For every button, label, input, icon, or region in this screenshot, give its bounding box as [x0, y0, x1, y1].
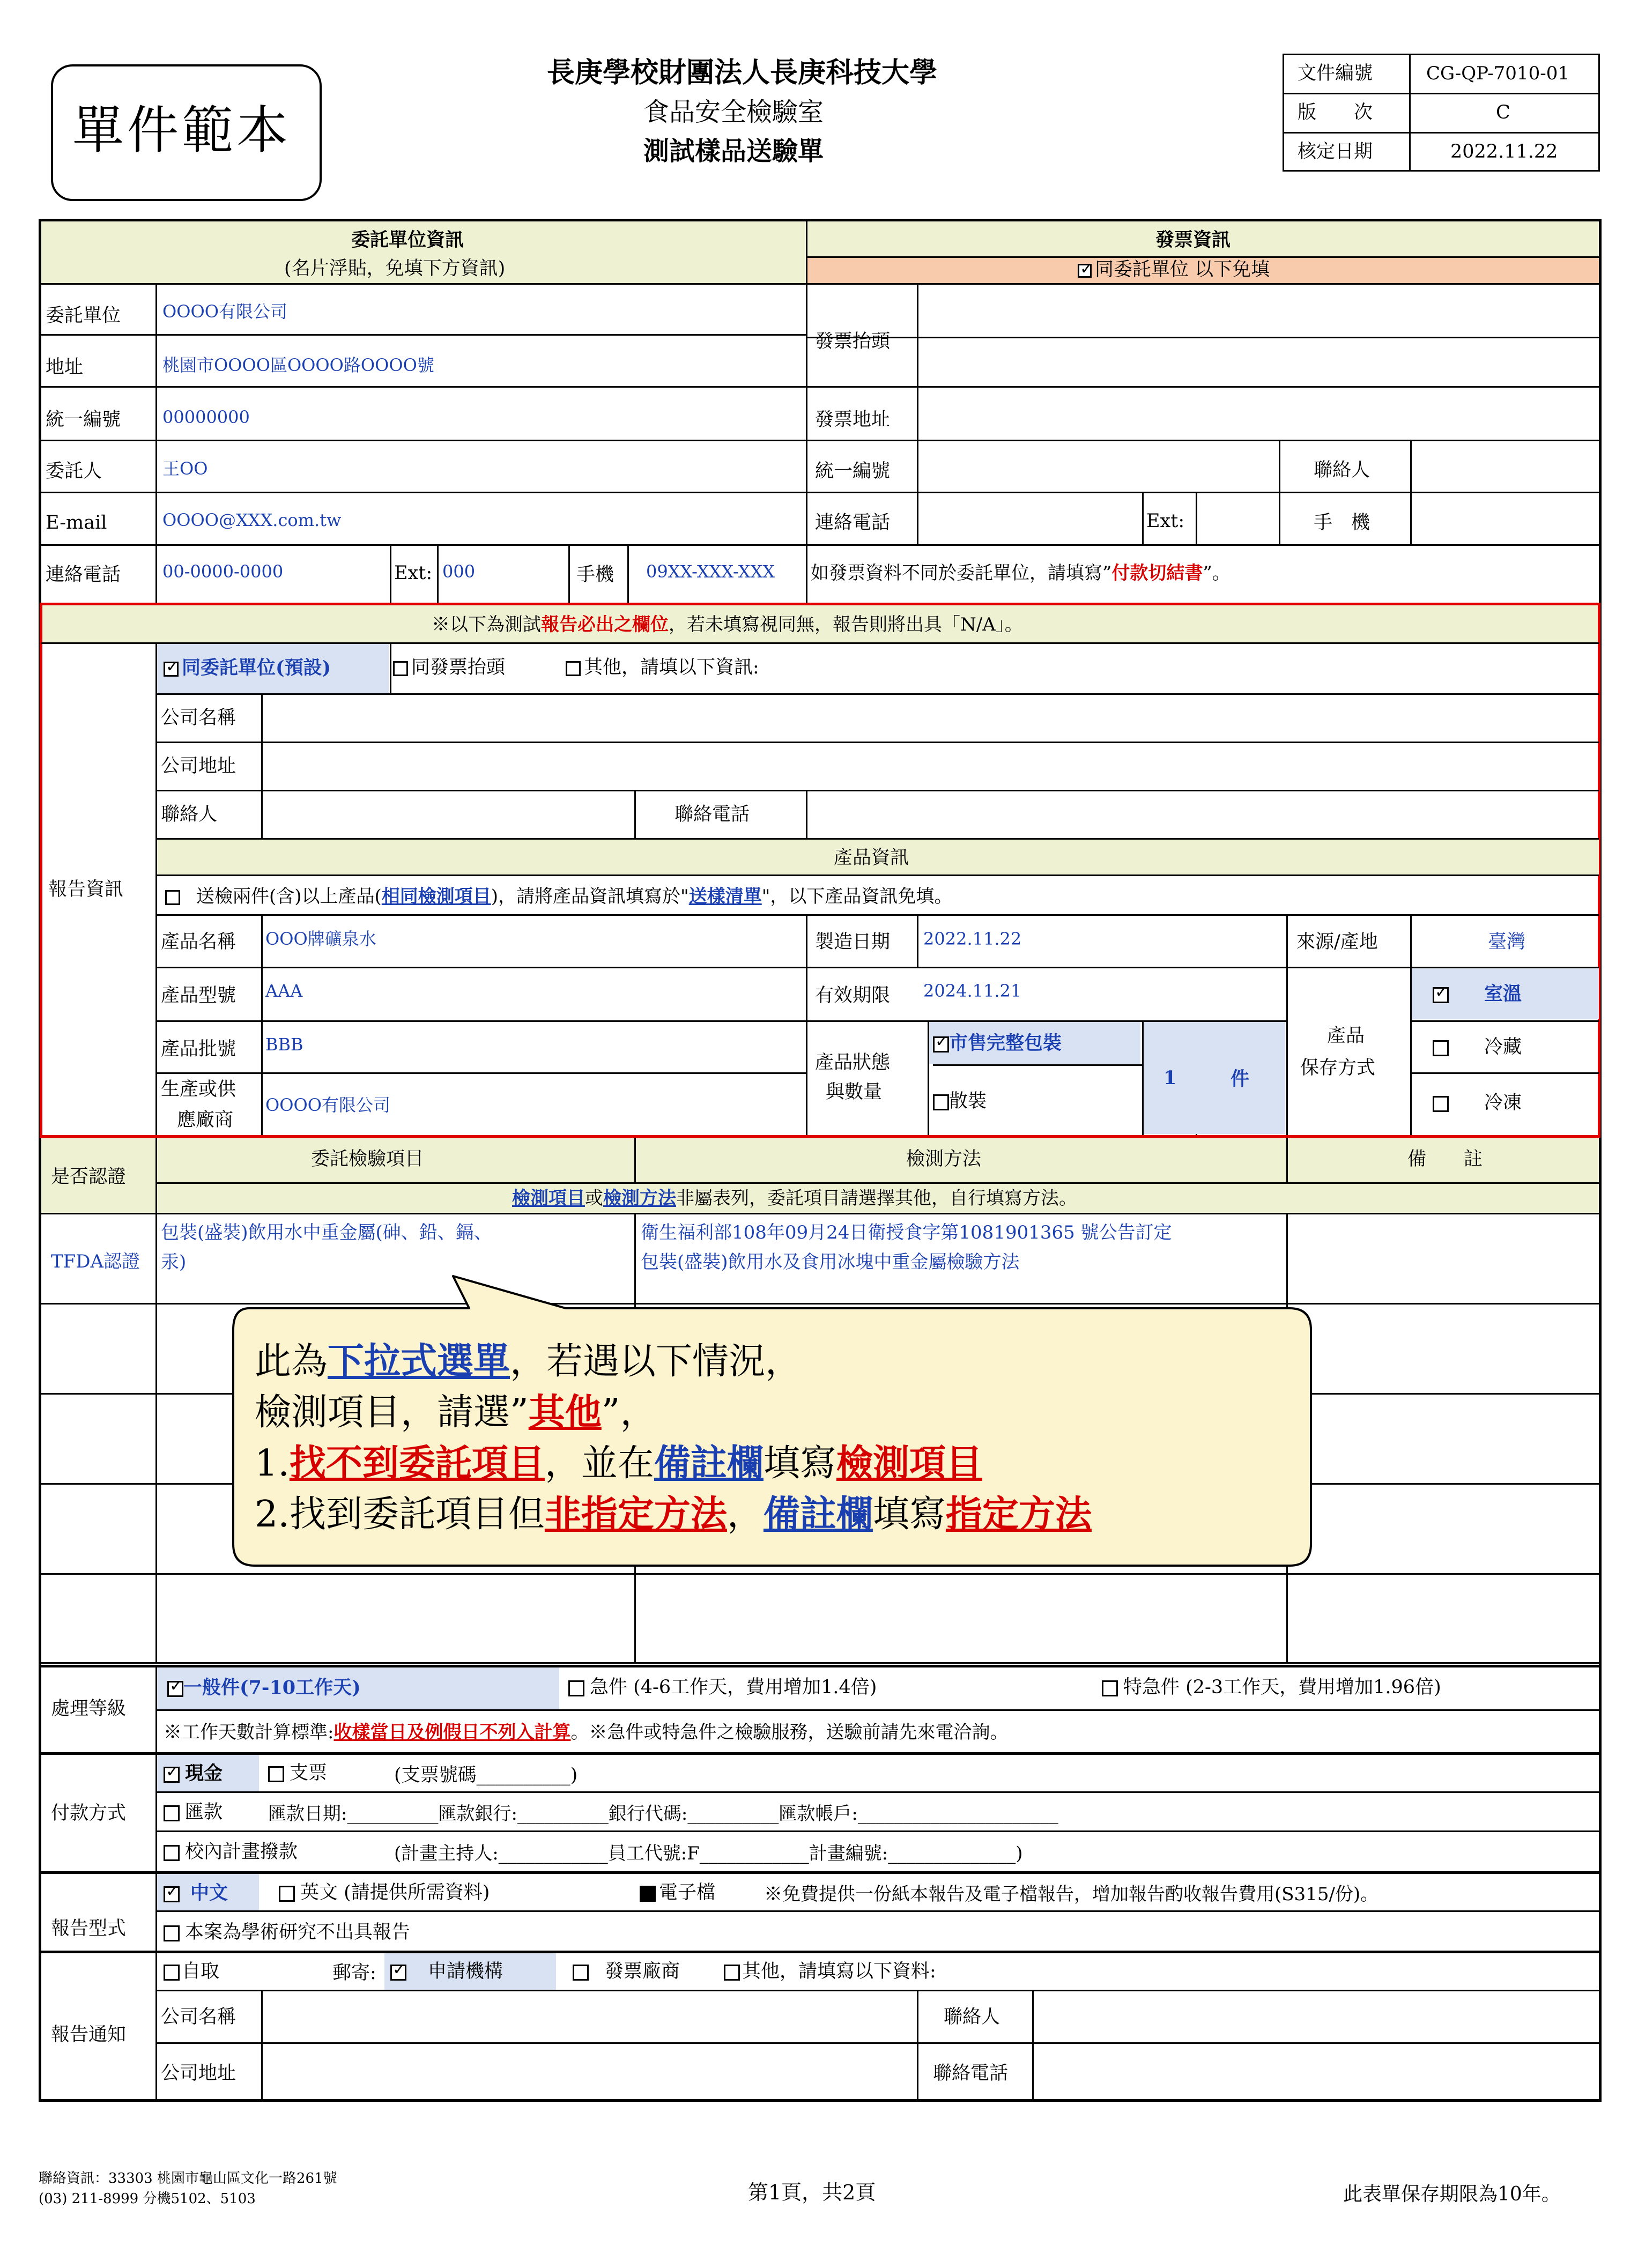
state-bulk-option[interactable]: 散裝 [933, 1092, 987, 1111]
report-same-option[interactable]: ✓同委託單位(預設) [164, 658, 331, 678]
priority-normal-option[interactable]: ✓一般件(7-10工作天) [167, 1678, 361, 1698]
lab-name: 食品安全檢驗室 [643, 97, 824, 127]
multi-product-option[interactable]: 送檢兩件(含)以上產品(相同檢測項目)，請將產品資訊填寫於"送樣清單"，以下產品資訊免填。 [165, 887, 952, 906]
notify-address-field[interactable] [264, 2044, 915, 2100]
approve-date-label: 核定日期 [1298, 141, 1373, 162]
notify-contact-field[interactable] [1035, 1991, 1598, 2041]
maker-label-line1: 生產或供 [161, 1079, 236, 1100]
stamp-text: 單件範本 [72, 100, 291, 160]
payment-transfer-option[interactable]: 匯款 [164, 1803, 223, 1822]
notify-self-option[interactable]: 自取 [164, 1962, 219, 1981]
priority-special-option[interactable]: 特急件 (2-3工作天，費用增加1.96倍) [1102, 1678, 1441, 1697]
client-section-subtitle: (名片浮貼，免填下方資訊) [284, 258, 506, 279]
client-mobile-field[interactable]: 09XX-XXX-XXX [646, 561, 775, 582]
invoice-taxid-label: 統一編號 [815, 461, 891, 482]
version-label: 版 次 [1298, 102, 1373, 123]
product-section-title: 產品資訊 [834, 847, 909, 869]
notify-contact-label: 聯絡人 [944, 2006, 1000, 2028]
row1-item-line1[interactable]: 包裝(盛裝)飲用水中重金屬(砷、鉛、鎘、 [161, 1222, 492, 1243]
notify-address-label: 公司地址 [161, 2063, 236, 2084]
item-col-header: 委託檢驗項目 [311, 1148, 424, 1170]
maker-label-line2: 應廠商 [177, 1109, 234, 1131]
test-hint: 檢測項目或檢測方法非屬表列，委託項目請選擇其他，自行填寫方法。 [512, 1188, 1077, 1209]
storage-frozen-option[interactable]: 冷凍 [1433, 1094, 1522, 1113]
mfg-date-label: 製造日期 [815, 931, 891, 953]
state-label-line1: 產品狀態 [815, 1052, 891, 1073]
report-type-label: 報告型式 [51, 1918, 127, 1939]
campus-details[interactable]: (計畫主持人:____________員工代號:F____________計畫編號:______________) [394, 1843, 1023, 1864]
client-taxid-field[interactable]: 00000000 [162, 407, 250, 427]
invoice-contact-field[interactable] [1413, 441, 1598, 491]
client-ext-label: Ext: [394, 562, 433, 584]
callout-line4: 2.找到委託項目但非指定方法，備註欄填寫指定方法 [255, 1493, 1092, 1536]
report-type-note: ※免費提供一份紙本報告及電子檔報告，增加報告酌收報告費用(S315/份)。 [764, 1884, 1379, 1905]
invoice-note: 如發票資料不同於委託單位，請填寫”付款切結書”。 [811, 562, 1231, 584]
report-address-field[interactable] [264, 743, 1598, 789]
report-contact-phone-label: 聯絡電話 [675, 804, 750, 825]
page-number: 第1頁，共2頁 [748, 2181, 876, 2204]
batch-label: 產品批號 [161, 1039, 236, 1060]
report-contact-phone-field[interactable] [809, 791, 1598, 837]
state-retail-option[interactable]: ✓市售完整包裝 [933, 1034, 1062, 1053]
invoice-taxid-field[interactable] [920, 441, 1278, 491]
client-unit-field[interactable]: OOOO有限公司 [162, 301, 287, 322]
report-info-label: 報告資訊 [48, 879, 124, 900]
maker-field[interactable]: OOOO有限公司 [265, 1095, 390, 1115]
callout-line3: 1.找不到委託項目，並在備註欄填寫檢測項目 [255, 1442, 982, 1485]
client-email-label: E-mail [46, 512, 107, 533]
product-model-label: 產品型號 [161, 985, 236, 1006]
batch-field[interactable]: BBB [265, 1034, 303, 1055]
client-unit-label: 委託單位 [46, 305, 121, 327]
storage-fridge-option[interactable]: 冷藏 [1433, 1038, 1522, 1057]
notify-phone-label: 聯絡電話 [933, 2063, 1009, 2084]
quantity-unit: 件 [1231, 1068, 1250, 1090]
client-email-field[interactable]: OOOO@XXX.com.tw [162, 510, 342, 530]
report-contact-label: 聯絡人 [161, 804, 218, 825]
remark-col-header: 備 註 [1407, 1148, 1483, 1170]
report-contact-field[interactable] [264, 791, 633, 837]
client-phone-field[interactable]: 00-0000-0000 [162, 561, 284, 582]
invoice-same-option[interactable]: ✓同委託單位 以下免填 [1078, 261, 1270, 279]
client-address-field[interactable]: 桃園市OOOO區OOOO路OOOO號 [162, 355, 434, 375]
client-mobile-label: 手機 [576, 564, 614, 585]
product-name-label: 產品名稱 [161, 931, 236, 953]
doc-no-label: 文件編號 [1298, 63, 1373, 84]
invoice-title-field[interactable] [920, 285, 1598, 386]
invoice-mobile-field[interactable] [1413, 493, 1598, 543]
approve-date: 2022.11.22 [1450, 141, 1558, 162]
priority-label: 處理等級 [51, 1698, 127, 1719]
state-label-line2: 與數量 [826, 1081, 883, 1103]
report-company-label: 公司名稱 [161, 707, 236, 729]
client-taxid-label: 統一編號 [46, 409, 121, 431]
cert-col-header: 是否認證 [51, 1166, 127, 1188]
invoice-title-label: 發票抬頭 [815, 331, 891, 352]
notify-company-label: 公司名稱 [161, 2006, 236, 2028]
footer-contact-line2: (03) 211-8999 分機5102、5103 [39, 2191, 256, 2207]
footer-contact-line1: 聯絡資訊：33303 桃園市龜山區文化一路261號 [39, 2170, 337, 2187]
expiry-label: 有效期限 [815, 985, 891, 1006]
storage-label-line1: 產品 [1327, 1025, 1365, 1047]
required-notice: ※以下為測試報告必出之欄位，若未填寫視同無，報告則將出具「N/A」。 [432, 614, 1023, 635]
notify-applicant-option[interactable]: ✓ 申請機構 [390, 1962, 503, 1981]
storage-room-option[interactable]: ✓室溫 [1433, 984, 1522, 1004]
notify-company-field[interactable] [264, 1991, 915, 2041]
notify-other-option[interactable]: 其他，請填寫以下資料: [724, 1962, 936, 1981]
product-model-field[interactable]: AAA [265, 981, 303, 1001]
invoice-phone-field[interactable] [920, 493, 1140, 543]
priority-note: ※工作天數計算標準:收樣當日及例假日不列入計算。※急件或特急件之檢驗服務，送驗前請先來電洽詢。 [164, 1722, 1009, 1743]
row1-remark[interactable] [1289, 1215, 1598, 1302]
report-efile-option[interactable]: 電子檔 [640, 1884, 715, 1902]
invoice-mobile-label: 手 機 [1314, 512, 1370, 533]
retention-note: 此表單保存期限為10年。 [1343, 2183, 1561, 2205]
notify-invoice-option[interactable]: 發票廠商 [573, 1962, 680, 1981]
client-person-label: 委託人 [46, 461, 102, 482]
mfg-date-field[interactable]: 2022.11.22 [923, 929, 1022, 949]
callout-line2: 檢測項目，請選”其他”， [255, 1391, 657, 1434]
doc-no: CG-QP-7010-01 [1426, 63, 1569, 84]
notify-mail-label: 郵寄: [332, 1962, 376, 1984]
report-address-label: 公司地址 [161, 755, 236, 777]
storage-label-line2: 保存方式 [1300, 1057, 1376, 1079]
report-en-option[interactable]: 英文 (請提供所需資料) [279, 1884, 490, 1902]
client-person-field[interactable]: 王OO [162, 458, 208, 479]
payment-label: 付款方式 [51, 1803, 127, 1824]
row1-item-line2[interactable]: 汞) [161, 1251, 187, 1273]
callout-line1: 此為下拉式選單，若遇以下情況， [255, 1340, 802, 1383]
payment-check-option[interactable]: 支票 [268, 1764, 327, 1783]
quantity-field[interactable]: 1 [1163, 1067, 1177, 1089]
school-name: 長庚學校財團法人長庚科技大學 [547, 56, 938, 89]
payment-campus-option[interactable]: 校內計畫撥款 [164, 1843, 298, 1862]
priority-urgent-option[interactable]: 急件 (4-6工作天，費用增加1.4倍) [568, 1678, 877, 1697]
origin-field[interactable]: 臺灣 [1488, 931, 1526, 953]
check-number-field[interactable]: (支票號碼__________) [394, 1765, 578, 1786]
client-section-title: 委託單位資訊 [351, 229, 464, 251]
transfer-details[interactable]: 匯款日期:__________匯款銀行:__________銀行代碼:__________匯款帳戶:______________________ [268, 1803, 1058, 1825]
version: C [1496, 102, 1510, 123]
report-zh-option[interactable]: ✓中文 [164, 1884, 228, 1903]
invoice-address-field[interactable] [920, 388, 1598, 439]
method-col-header: 檢測方法 [906, 1148, 982, 1170]
invoice-section-title: 發票資訊 [1155, 229, 1231, 251]
origin-label: 來源/產地 [1296, 931, 1378, 953]
invoice-contact-label: 聯絡人 [1314, 459, 1370, 481]
invoice-ext-label: Ext: [1146, 510, 1185, 532]
notify-phone-field[interactable] [1035, 2044, 1598, 2100]
client-ext-field[interactable]: 000 [442, 561, 476, 582]
payment-cash-option[interactable]: ✓現金 [164, 1764, 223, 1783]
client-phone-label: 連絡電話 [46, 564, 121, 585]
client-address-label: 地址 [46, 357, 84, 378]
report-invoice-option[interactable]: 同發票抬頭 [393, 658, 505, 677]
academic-option[interactable]: 本案為學術研究不出具報告 [164, 1923, 410, 1942]
notify-label: 報告通知 [51, 2024, 127, 2045]
product-name-field[interactable]: OOO牌礦泉水 [265, 929, 376, 949]
report-other-option[interactable]: 其他，請填以下資訊: [566, 658, 759, 677]
row1-method-line1[interactable]: 衛生福利部108年09月24日衛授食字第1081901365 號公告訂定 [641, 1222, 1172, 1243]
invoice-phone-label: 連絡電話 [815, 512, 891, 533]
report-company-field[interactable] [264, 695, 1598, 740]
row1-method-line2[interactable]: 包裝(盛裝)飲用水及食用冰塊中重金屬檢驗方法 [641, 1251, 1020, 1273]
invoice-address-label: 發票地址 [815, 409, 891, 431]
form-title: 測試樣品送驗單 [643, 136, 824, 166]
invoice-ext-field[interactable] [1198, 493, 1278, 543]
expiry-field[interactable]: 2024.11.21 [923, 981, 1022, 1001]
row1-cert[interactable]: TFDA認證 [51, 1251, 140, 1272]
